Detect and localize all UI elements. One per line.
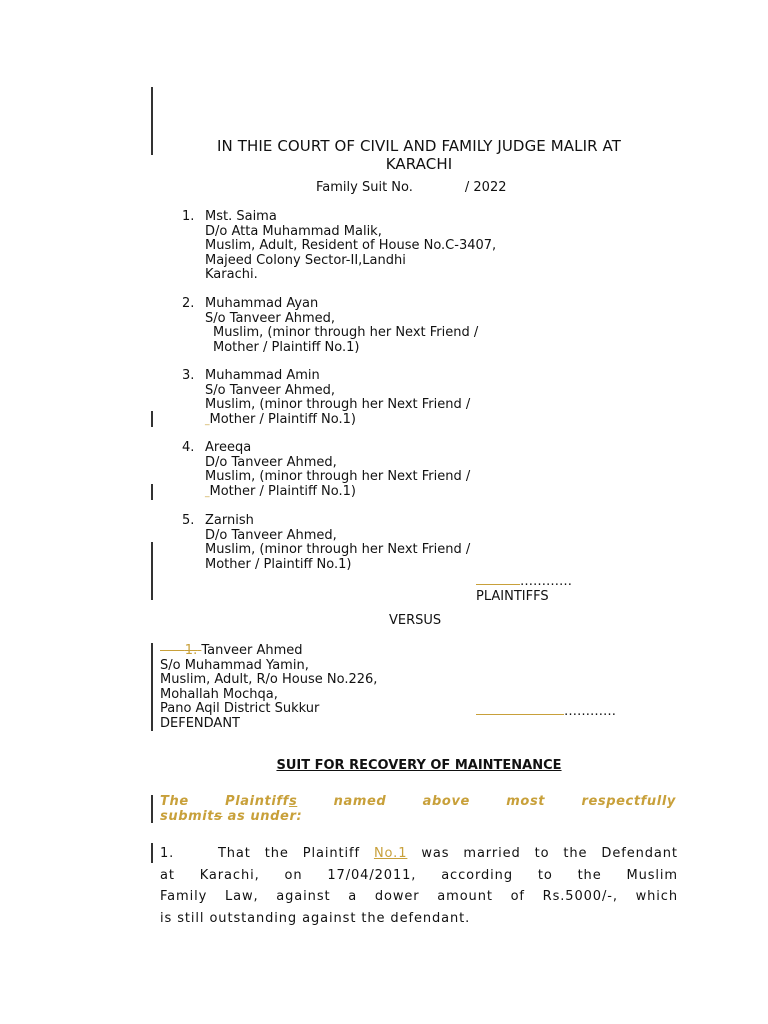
word: at: [160, 867, 175, 883]
paragraph-number: 1.: [160, 846, 175, 861]
word: Karachi,: [199, 867, 260, 883]
plaintiff-detail: Muslim, Adult, Resident of House No.C-3407,: [205, 238, 497, 254]
change-bar: [151, 542, 153, 600]
word: the: [264, 846, 289, 861]
suit-heading: SUIT FOR RECOVERY OF MAINTENANCE: [276, 758, 562, 773]
defendant-detail: Muslim, Adult, R/o House No.226,: [160, 672, 378, 688]
plaintiff-number: 5.: [182, 513, 195, 528]
word: according: [441, 867, 513, 883]
tracked-change-mark: _: [205, 487, 210, 498]
word: That: [217, 846, 251, 861]
word: the: [563, 846, 588, 861]
plaintiff-detail: Muslim, (minor through her Next Friend /: [205, 397, 471, 413]
paragraph-last-line: is still outstanding against the defendant.: [160, 910, 471, 926]
word: of: [510, 889, 525, 904]
plaintiff-address: Majeed Colony Sector-II,Landhi: [205, 252, 406, 268]
submission-intro: [160, 795, 676, 824]
word: to: [534, 846, 550, 861]
paragraph-1: [160, 843, 678, 929]
suit-year: / 2022: [464, 180, 507, 195]
change-bar: [151, 411, 153, 427]
word: Plaintiffs: [225, 794, 298, 809]
word: married: [463, 846, 521, 861]
plaintiff-number: 2.: [182, 296, 195, 311]
plaintiff-detail: Mother / Plaintiff No.1): [205, 556, 352, 572]
word: was: [421, 846, 450, 861]
plaintiff-detail: Muslim, (minor through her Next Friend /: [205, 542, 471, 558]
plaintiff-city: Karachi.: [205, 267, 258, 283]
word: 17/04/2011,: [327, 867, 417, 883]
word: amount: [437, 889, 493, 904]
word: above: [422, 794, 470, 809]
change-bar: [151, 643, 153, 731]
plaintiff-number: 1.: [182, 209, 195, 224]
word: The: [160, 794, 189, 809]
word: as under:: [222, 808, 303, 824]
defendant-marker: [476, 702, 616, 720]
plaintiff-number: 4.: [182, 440, 195, 455]
word: Rs.5000/-,: [542, 889, 618, 904]
word: Family: [160, 889, 208, 904]
court-title-line1: IN THIE COURT OF CIVIL AND FAMILY JUDGE MALIR AT: [217, 137, 621, 155]
tracked-change-mark: _: [205, 415, 210, 426]
plaintiff-parentage: S/o Tanveer Ahmed,: [205, 310, 336, 326]
word: submit: [160, 808, 215, 824]
tracked-underline: [476, 702, 564, 715]
suit-no-label: Family Suit No.: [316, 180, 413, 195]
defendant-block: [160, 644, 377, 732]
plaintiff-detail: Mother / Plaintiff No.1): [209, 411, 356, 427]
defendant-name: Tanveer Ahmed: [201, 643, 303, 658]
plaintiff-detail: Muslim, (minor through her Next Friend /: [205, 469, 471, 485]
word: named: [333, 794, 387, 809]
defendant-district: Pano Aqil District Sukkur: [160, 701, 320, 717]
word: the: [577, 867, 602, 883]
word: a: [348, 889, 358, 904]
plaintiff-name: Muhammad Ayan: [205, 296, 319, 311]
word: Law,: [224, 889, 259, 904]
word: to: [537, 867, 553, 883]
word: Plaintiff: [302, 846, 360, 861]
deleted-text: s: [214, 808, 223, 824]
plaintiff-detail: Mother / Plaintiff No.1): [209, 483, 356, 499]
plaintiff-name: Muhammad Amin: [205, 368, 320, 383]
deleted-number: 1.: [184, 643, 198, 658]
plaintiff-parentage: S/o Tanveer Ahmed,: [205, 382, 336, 398]
family-suit-number: [316, 180, 507, 195]
inserted-text: s: [288, 794, 298, 809]
court-title: [170, 137, 668, 173]
word: which: [635, 889, 678, 904]
defendant-parentage: S/o Muhammad Yamin,: [160, 657, 309, 673]
tracked-underline: [476, 572, 520, 585]
change-bar: [151, 795, 153, 823]
plaintiffs-marker: [476, 572, 572, 604]
dots: …………: [564, 704, 616, 719]
plaintiff-parentage: D/o Tanveer Ahmed,: [205, 454, 337, 470]
word: Defendant: [601, 846, 678, 861]
change-bar: [151, 484, 153, 500]
defendant-label: DEFENDANT: [160, 715, 240, 731]
versus-label: VERSUS: [389, 613, 442, 628]
change-bar: [151, 843, 153, 863]
plaintiff-number: 3.: [182, 368, 195, 383]
inserted-text: No.1: [373, 846, 408, 861]
plaintiff-parentage: D/o Tanveer Ahmed,: [205, 527, 337, 543]
word: on: [284, 867, 303, 883]
plaintiffs-label: PLAINTIFFS: [476, 588, 549, 604]
plaintiff-name: Areeqa: [205, 440, 252, 455]
word: respectfully: [581, 794, 676, 809]
court-title-line2: KARACHI: [385, 155, 453, 173]
change-bar: [151, 87, 153, 155]
plaintiff-detail: Muslim, (minor through her Next Friend /: [213, 325, 479, 341]
plaintiff-name: Mst. Saima: [205, 209, 277, 224]
dots: …………: [520, 574, 572, 589]
word: Muslim: [626, 867, 678, 883]
plaintiff-detail: Mother / Plaintiff No.1): [213, 339, 360, 355]
defendant-address: Mohallah Mochqa,: [160, 686, 278, 702]
word: dower: [374, 889, 420, 904]
plaintiff-parentage: D/o Atta Muhammad Malik,: [205, 223, 382, 239]
word: against: [276, 889, 331, 904]
word: most: [506, 794, 546, 809]
plaintiff-name: Zarnish: [205, 513, 254, 528]
